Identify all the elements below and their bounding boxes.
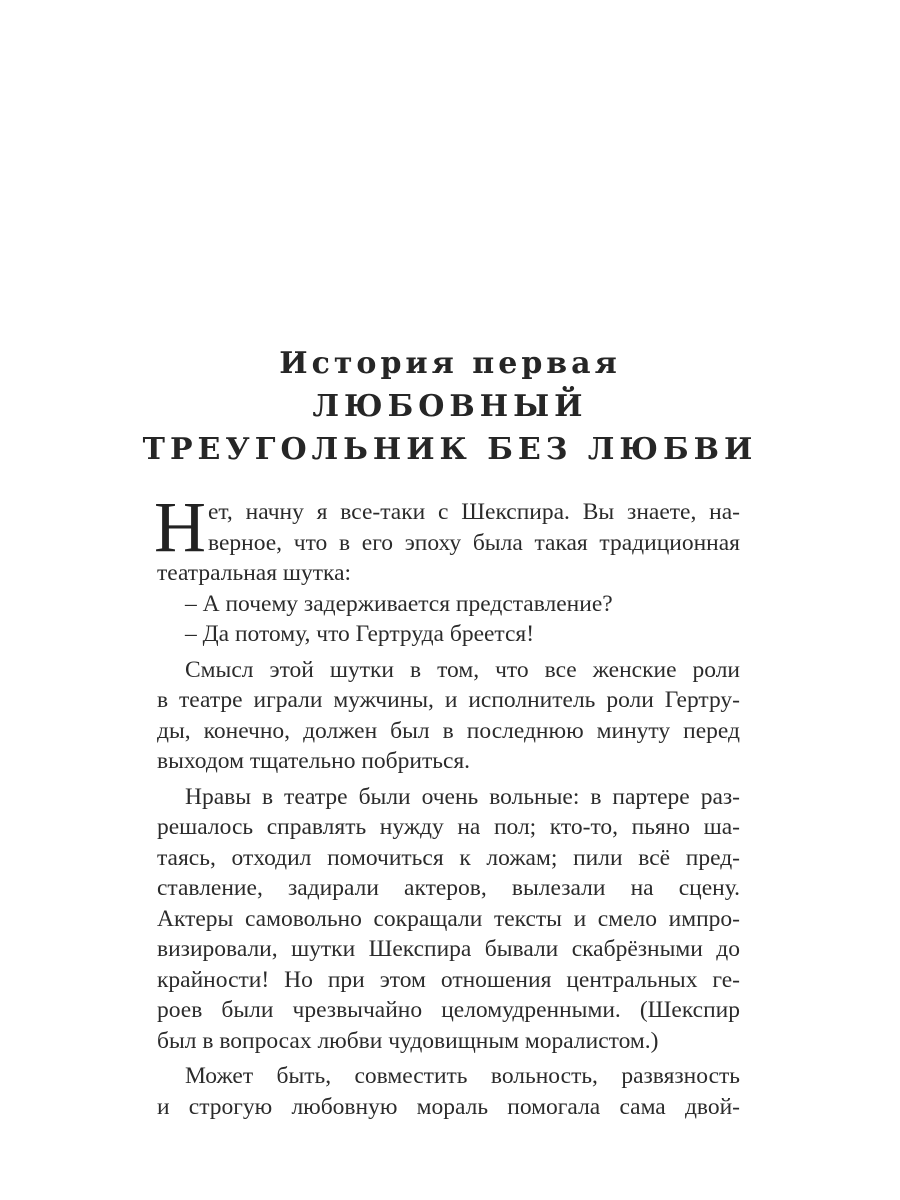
text-line: ставление, задирали актеров, вылезали на сцену. bbox=[157, 875, 740, 901]
text-line: Может быть, совместить вольность, развязность bbox=[185, 1063, 740, 1089]
dialogue-line: – А почему задерживается представление? bbox=[185, 590, 613, 617]
chapter-subtitle: История первая bbox=[279, 346, 621, 381]
text-line: Актеры самовольно сокращали тексты и смело импро- bbox=[157, 905, 740, 932]
text-line: таясь, отходил помочиться к ложам; пили всё пред- bbox=[157, 844, 740, 871]
chapter-title-line-1: ЛЮБОВНЫЙ bbox=[312, 389, 588, 424]
text-line: и строгую любовную мораль помогала сама двой- bbox=[157, 1093, 740, 1120]
text-line: ет, начну я все-таки с Шекспира. Вы знаете, на- bbox=[208, 499, 740, 525]
dialogue-line: – Да потому, что Гертруда бреется! bbox=[185, 621, 535, 647]
text-line: верное, что в его эпоху была такая традиционная bbox=[208, 529, 740, 556]
chapter-body bbox=[154, 487, 740, 1122]
drop-cap: Н bbox=[154, 487, 206, 567]
text-line: ды, конечно, должен был в последнюю минуту перед bbox=[157, 717, 740, 744]
text-line: решалось справлять нужду на пол; кто-то, пьяно ша- bbox=[157, 814, 740, 840]
text-line: в театре играли мужчины, и исполнитель роли Гертру- bbox=[157, 687, 740, 713]
text-line: визировали, шутки Шекспира бывали скабрёзными до bbox=[157, 936, 740, 962]
text-line: театральная шутка: bbox=[157, 560, 352, 586]
text-line: крайности! Но при этом отношения центральных ге- bbox=[157, 966, 740, 993]
chapter-title-line-2: ТРЕУГОЛЬНИК БЕЗ ЛЮБВИ bbox=[142, 432, 758, 467]
text-line: Смысл этой шутки в том, что все женские роли bbox=[185, 656, 740, 683]
chapter-heading bbox=[0, 342, 900, 471]
text-line: Нравы в театре были очень вольные: в партере раз- bbox=[185, 783, 740, 810]
text-line: роев были чрезвычайно целомудренными. (Шекспир bbox=[157, 997, 740, 1023]
text-line: был в вопросах любви чудовищным моралистом.) bbox=[157, 1027, 659, 1054]
text-line: выходом тщательно побриться. bbox=[157, 748, 471, 774]
